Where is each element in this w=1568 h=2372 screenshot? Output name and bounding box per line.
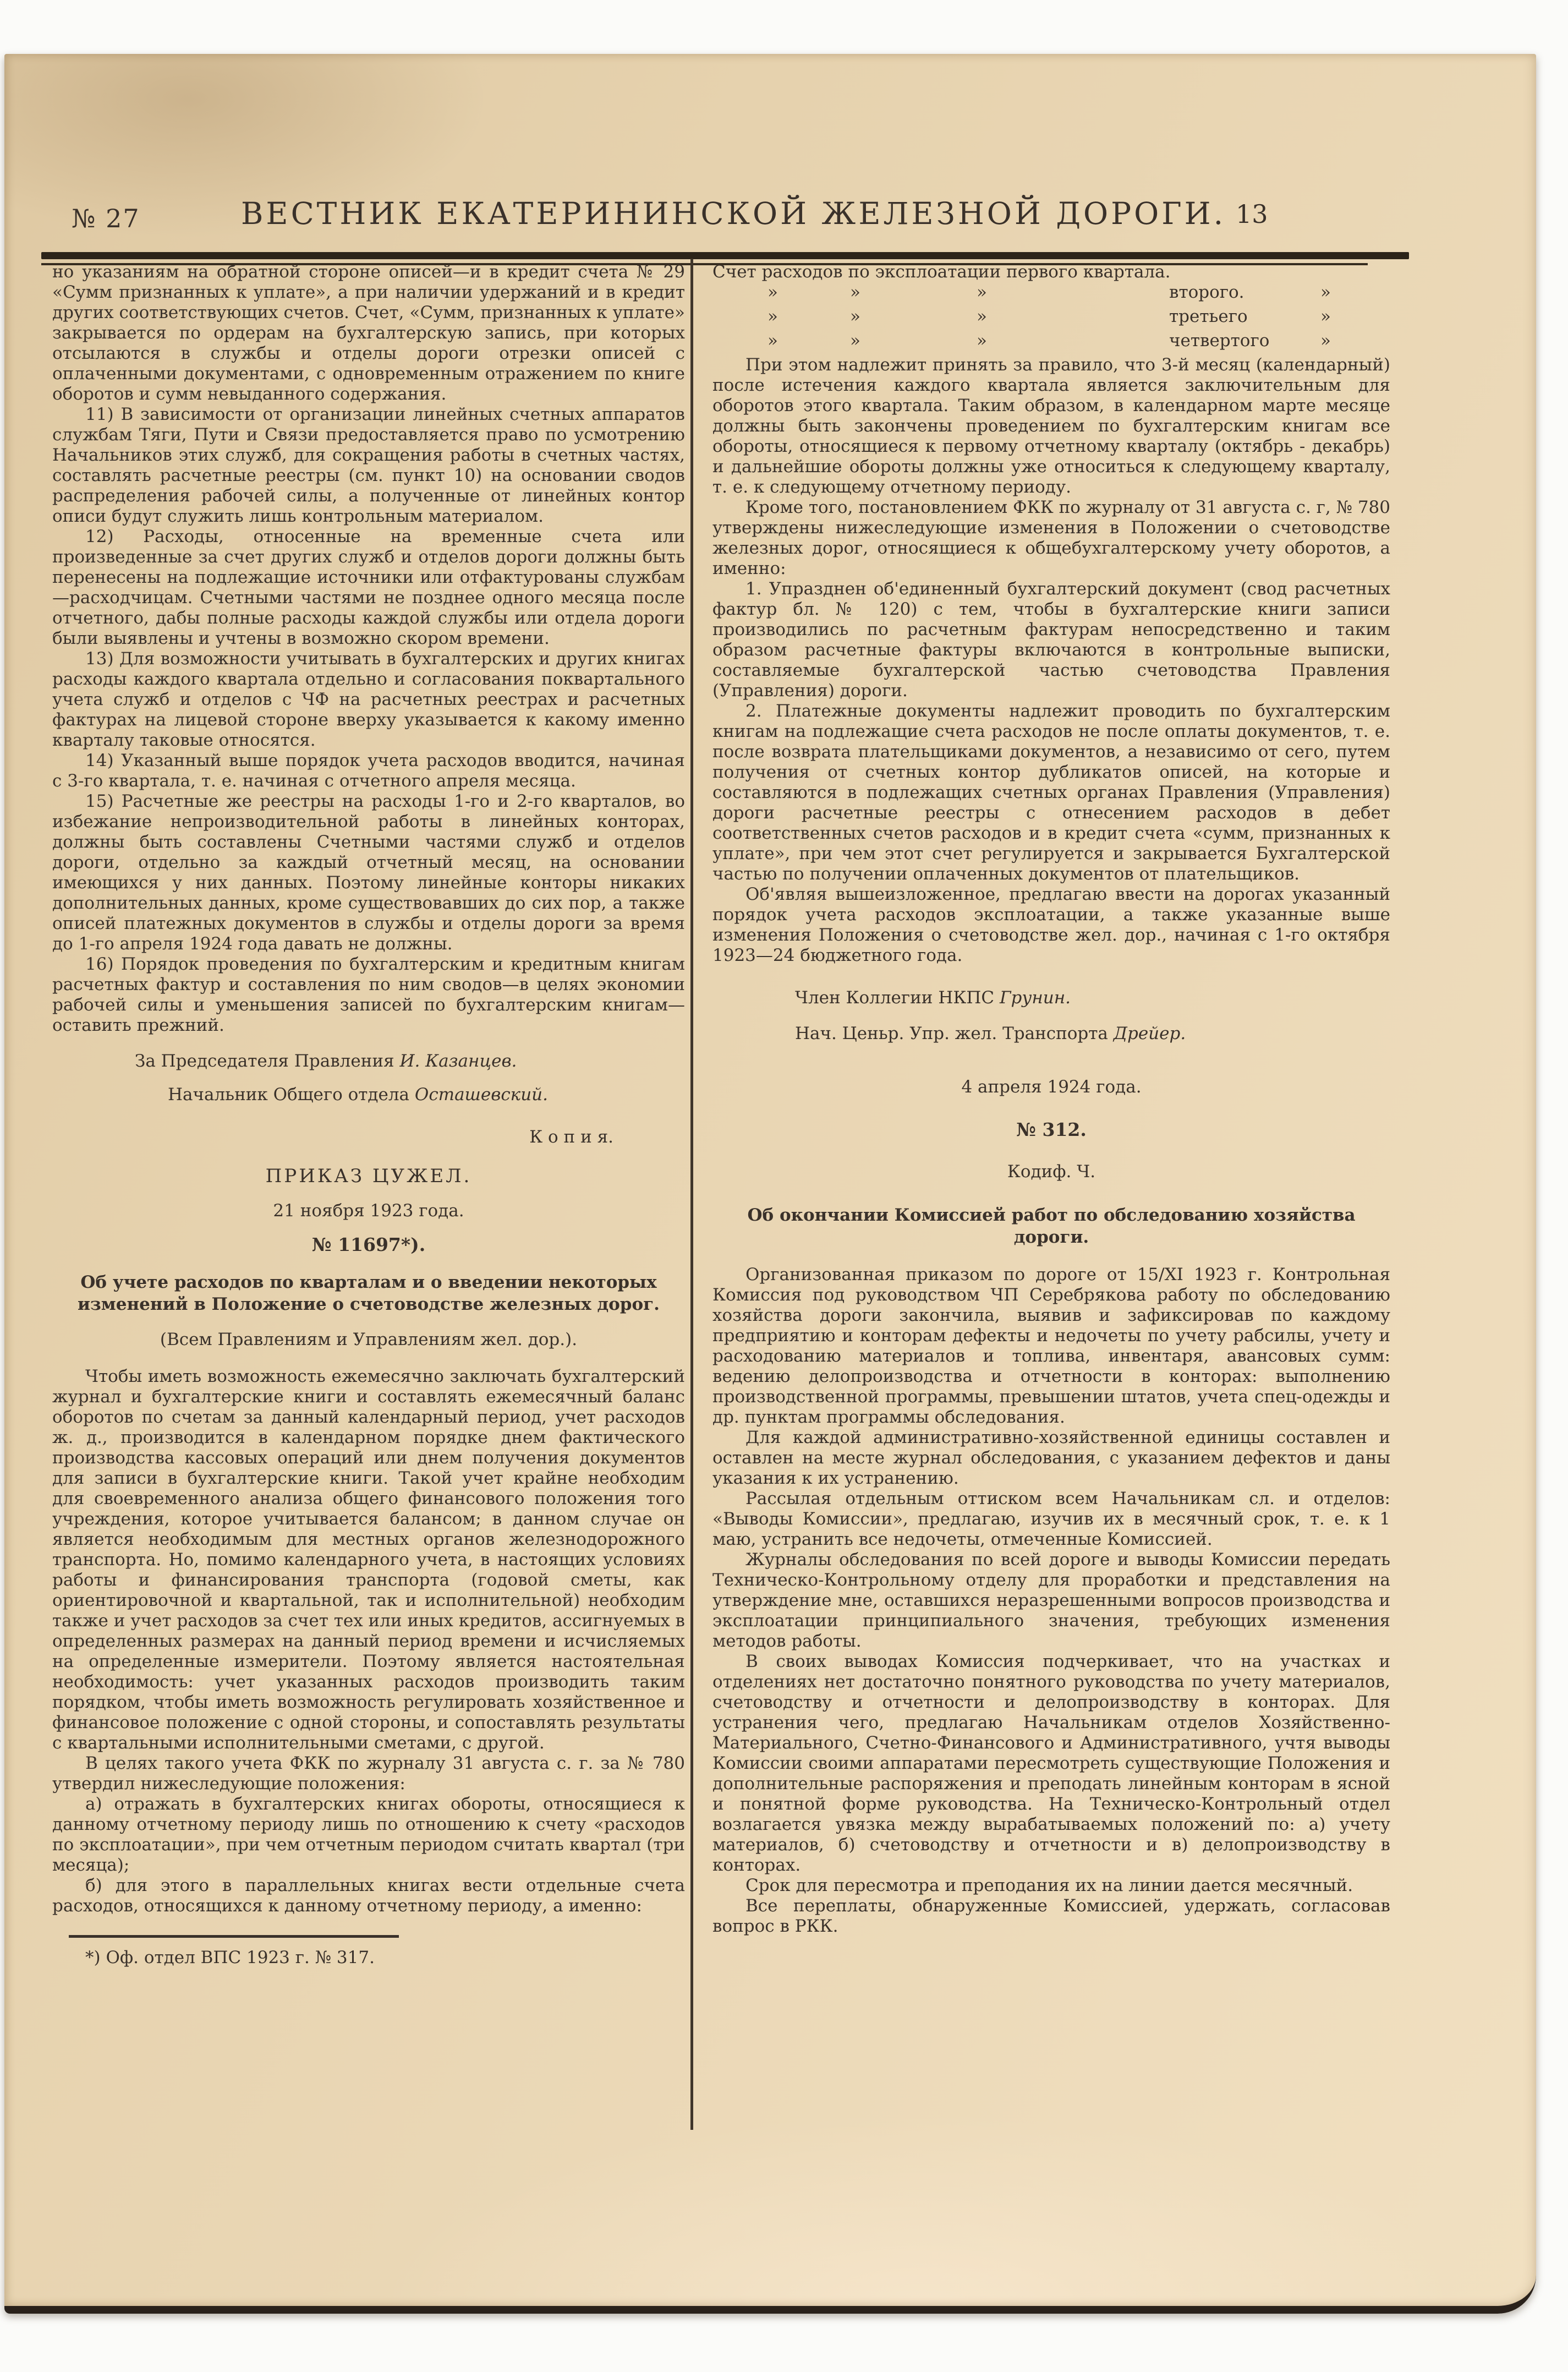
copy-label: К о п и я.: [529, 1127, 613, 1147]
paragraph-overpayments: Все переплаты, обнаруженные Комиссией, удержать, согласовав вопрос в РКК.: [712, 1896, 1390, 1936]
signature-name: Дрейер.: [1113, 1024, 1186, 1043]
quarter-word: третьего: [1169, 307, 1248, 326]
ditto-mark: »: [767, 307, 778, 326]
order2-codification: Кодиф. Ч.: [1007, 1162, 1096, 1182]
signature-name: Осташевский.: [414, 1085, 548, 1105]
signature-role: Начальник Общего отдела: [168, 1085, 410, 1105]
signature-name: И. Казанцев.: [399, 1051, 517, 1071]
paragraph-change-2: 2. Платежные документы надлежит проводить по бухгалтерским книгам на подлежащие счета расходов не после оплаты документов, т. е. после возврата плательщиками документов, а независимо от сего, путем получения от счетных контор дубликатов описей, на которые и составляются в подлежащих счетных органах Правления (Управления) дороги расчетные реестры с отнесением расходов в дебет соответственных счетов расходов и в кредит счета «сумм, признанных к уплате», при чем этот счет регулируется и закрывается Бухгалтерской частью по получении оплаченных документов от плательщиков.: [712, 701, 1390, 884]
ditto-mark: »: [1320, 307, 1331, 326]
order-number: № 11697*).: [311, 1234, 426, 1255]
footnote-rule: [69, 1935, 399, 1938]
paragraph-distribution: Рассылая отдельным оттиском всем Начальникам сл. и отделов: «Выводы Комиссии», предлагаю, изучив их в месячный срок, т. е. к 1 маю, устранить все недочеты, отмеченные Комиссией.: [712, 1489, 1390, 1549]
signature-role: Член Коллегии НКПС: [795, 988, 995, 1008]
ditto-mark: »: [767, 331, 778, 351]
signature-transport-head: [712, 1024, 1390, 1044]
ditto-row-third-quarter: [712, 307, 1390, 331]
quarter-word: второго.: [1169, 282, 1244, 302]
paragraph-item-a: а) отражать в бухгалтерских книгах обороты, относящиеся к данному отчетному периоду лишь по отношению к счету «расходов по эксплоатации», при чем отчетным периодом считать квартал (три месяца);: [52, 1794, 685, 1875]
signature-name: Грунин.: [999, 988, 1071, 1008]
ditto-mark: »: [850, 331, 860, 351]
ditto-mark: »: [850, 307, 860, 326]
order-addressees: (Всем Правлениям и Управлениям жел. дор.).: [160, 1330, 578, 1349]
right-column: [712, 262, 1390, 1937]
paragraph-journals-transfer: Журналы обследования по всей дороге и выводы Комиссии передать Техническо-Контрольному отделу для проработки и представления на утверждение мне, оставшихся неразрешенными вопросов производства и эксплоатации принципиального значения, требующих изменения методов работы.: [712, 1550, 1390, 1651]
ditto-mark: »: [977, 331, 987, 351]
masthead-title: ВЕСТНИК ЕКАТЕРИНИНСКОЙ ЖЕЛЕЗНОЙ ДОРОГИ.: [241, 196, 1226, 231]
order-title: ПРИКАЗ ЦУЖЕЛ.: [265, 1165, 472, 1187]
left-column: [52, 262, 685, 1968]
ditto-row-fourth-quarter: [712, 331, 1390, 355]
ditto-mark: »: [977, 282, 987, 302]
signature-board-member: [712, 988, 1390, 1008]
paragraph-item-13: 13) Для возможности учитывать в бухгалтерских и других книгах расходы каждого квартала отдельно и согласования поквартального учета служб и отделов с ЧФ на расчетных реестрах и расчетных фактурах на лицевой стороне вверху указывается к какому именно кварталу таковые относятся.: [52, 649, 685, 750]
ditto-mark: »: [1320, 331, 1331, 351]
ditto-mark: »: [767, 282, 778, 302]
masthead-page-number: 13: [1236, 199, 1268, 229]
page-paper: [4, 54, 1536, 2314]
paragraph-item-11: 11) В зависимости от организации линейных счетных аппаратов службам Тяги, Пути и Связи предоставляется право по усмотрению Начальников этих служб, для сокращения работы в счетных частях, составлять расчетные реестры (см. пункт 10) на основании сводов распределения рабочей силы, а полученные от линейных контор описи будут служить лишь контрольным материалом.: [52, 405, 685, 526]
paragraph-journal-left: Для каждой административно-хозяйственной единицы составлен и оставлен на месте журнал обследования, с указанием дефектов и даны указания к их устранению.: [712, 1428, 1390, 1488]
paragraph-krome: Кроме того, постановлением ФКК по журналу от 31 августа с. г, № 780 утверждены нижеследующие изменения в Положении о счетоводстве железных дорог, относящиеся к общебухгалтерскому учету оборотов, а именно:: [712, 498, 1390, 578]
paragraph-item-b: б) для этого в параллельных книгах вести отдельные счета расходов, относящихся к данному отчетному периоду, а именно:: [52, 1876, 685, 1916]
paragraph-announce: Об'являя вышеизложенное, предлагаю ввести на дорогах указанный порядок учета расходов эксплоатации, а также указанные выше изменения Положения о счетоводстве жел. дор., начиная с 1-го октября 1923—24 бюджетного года.: [712, 884, 1390, 965]
order2-date: 4 апреля 1924 года.: [961, 1077, 1142, 1097]
order-date: 21 ноября 1923 года.: [273, 1201, 464, 1221]
order2-number: № 312.: [1016, 1119, 1087, 1140]
paragraph-item-12: 12) Расходы, относенные на временные счета или произведенные за счет других служб и отделов дороги должны быть перенесены на подлежащие источники или отфактурованы службам—расходчицам. Счетными частями не позднее одного месяца после отчетного, дабы полные расходы каждой службы или отдела дороги были выявлены и учтены в возможно скором времени.: [52, 527, 685, 648]
paragraph-body: В целях такого учета ФКК по журналу 31 августа с. г. за № 780 утвердил нижеследующие положения:: [52, 1753, 685, 1794]
paragraph-item-14: 14) Указанный выше порядок учета расходов вводится, начиная с 3-го квартала, т. е. начиная с отчетного апреля месяца.: [52, 751, 685, 791]
paragraph-item-16: 16) Порядок проведения по бухгалтерским и кредитным книгам расчетных фактур и составления по ним сводов—в целях экономии рабочей силы и уменьшения записей по бухгалтерским книгам—оставить прежний.: [52, 954, 685, 1035]
paragraph-continuation: но указаниям на обратной стороне описей—и в кредит счета № 29 «Сумм признанных к уплате», а при наличии удержаний и в кредит других соответствующих счетов. Счет, «Сумм, признанных к уплате» закрывается по ордерам на бухгалтерскую запись, при которых отсылаются в службы и отделы дороги отрезки описей с оплаченными документами, с одновременным отражением по книге оборотов и сумм невыданного содержания.: [52, 262, 685, 404]
order2-heading: Об окончании Комиссией работ по обследованию хозяйства дороги.: [747, 1205, 1356, 1247]
signature-department-head: [52, 1085, 685, 1105]
ditto-mark: »: [1320, 282, 1331, 302]
footnote-text: *) Оф. отдел ВПС 1923 г. № 317.: [85, 1948, 375, 1967]
masthead-issue-number: № 27: [72, 204, 140, 233]
paragraph-rule: При этом надлежит принять за правило, что 3-й месяц (календарный) после истечения каждого квартала является заключительным для оборотов этого квартала. Таким образом, в календарном марте месяце должны быть закончены проведением по бухгалтерским книгам все обороты, относящиеся к первому отчетному кварталу (октябрь - декабрь) и дальнейшие обороты должны уже относиться к следующему кварталу, т. е. к следующему отчетному периоду.: [712, 355, 1390, 497]
paragraph-commission-organized: Организованная приказом по дороге от 15/XI 1923 г. Контрольная Комиссия под руководством ЧП Серебрякова работу по обследованию хозяйства дороги закончила, выявив и зафиксировав по каждому предприятию и конторам дефекты и недочеты по учету рабсилы, учету и расходованию материалов и топлива, инвентаря, авансовых сумм: ведению делопроизводства и отчетности в конторах: выполнению производственной программы, превышении штатов, учета спец-одежды и др. пунктам программы обследования.: [712, 1265, 1390, 1427]
ditto-mark: »: [850, 282, 860, 302]
signature-role: За Председателя Правления: [135, 1051, 394, 1071]
signature-role: Нач. Ценьр. Упр. жел. Транспорта: [795, 1024, 1108, 1043]
paragraph-change-1: 1. Упразднен об'единенный бухгалтерский документ (свод расчетных фактур бл. № 120) с тем, чтобы в бухгалтерские книги записи производились по расчетным фактурам непосредственно и таким образом расчетные фактуры включаются в контрольные выписки, составляемые бухгалтерской частью счетоводства Правления (Управления) дороги.: [712, 579, 1390, 701]
account-quarter-line: Счет расходов по эксплоатации первого квартала.: [712, 262, 1171, 282]
paragraph-body: Чтобы иметь возможность ежемесячно заключать бухгалтерский журнал и бухгалтерские книги и составлять ежемесячный баланс оборотов по счетам за данный календарный период, учет расходов ж. д., производится в календарном порядке днем фактического производства кассовых операций или днем получения документов для записи в бухгалтерские книги. Такой учет крайне необходим для своевременного анализа общего финансового положения того учреждения, которое учитывается балансом; в данном случае он является необходимым для местных органов железнодорожного транспорта. Но, помимо календарного учета, в настоящих условиях работы и финансирования транспорта (годовой сметы, как ориентировочной и квартальной, так и исполнительной) необходим также и учет расходов за счет тех или иных кредитов, ассигнуемых в определенных размерах на данный период времени и исчисляемых на определенные измерители. Поэтому является настоятельная необходимость: учет указанных расходов производить таким порядком, чтобы иметь возможность регулировать хозяйственное и финансовое положение с одной стороны, и сопоставлять результаты с квартальными исполнительными сметами, с другой.: [52, 1367, 685, 1753]
footnote-block: [52, 1935, 685, 1968]
signature-chairman: [52, 1051, 685, 1072]
ditto-row-second-quarter: [712, 282, 1390, 307]
paragraph-item-15: 15) Расчетные же реестры на расходы 1-го и 2-го кварталов, во избежание непроизводительной работы в линейных конторах, должны быть составлены Счетными частями служб и отделов дороги, отдельно за каждый отчетный месяц, на основании имеющихся у них данных. Поэтому линейные конторы никаких дополнительных данных, кроме существовавших до сих пор, а также описей платежных документов в службы и отделы дороги за время до 1-го апреля 1924 года давать не должны.: [52, 791, 685, 954]
ditto-mark: »: [977, 307, 987, 326]
masthead-rule-thick: [41, 252, 1409, 259]
column-divider-rule: [690, 259, 693, 2130]
order-heading: Об учете расходов по кварталам и о введении некоторых изменений в Положение о счетоводстве железных дорог.: [78, 1272, 660, 1314]
quarter-word: четвертого: [1169, 331, 1270, 351]
paragraph-conclusions: В своих выводах Комиссия подчеркивает, что на участках и отделениях нет достаточно понятного руководства по учету материалов, счетоводству и отчетности и делопроизводству в конторах. Для устранения чего, предлагаю Начальникам отделов Хозяйственно-Материального, Счетно-Финансового и Административного, учтя выводы Комиссии своими аппаратами пересмотреть существующие Положения и дополнительные распоряжения и преподать линейным конторам в ясной и понятной форме руководства. На Техническо-Контрольный отдел возлагается увязка между вырабатываемых положений по: а) учету материалов, б) счетоводству и отчетности и в) делопроизводству в конторах.: [712, 1652, 1390, 1875]
paragraph-deadline: Срок для пересмотра и преподания их на линии дается месячный.: [745, 1876, 1353, 1895]
